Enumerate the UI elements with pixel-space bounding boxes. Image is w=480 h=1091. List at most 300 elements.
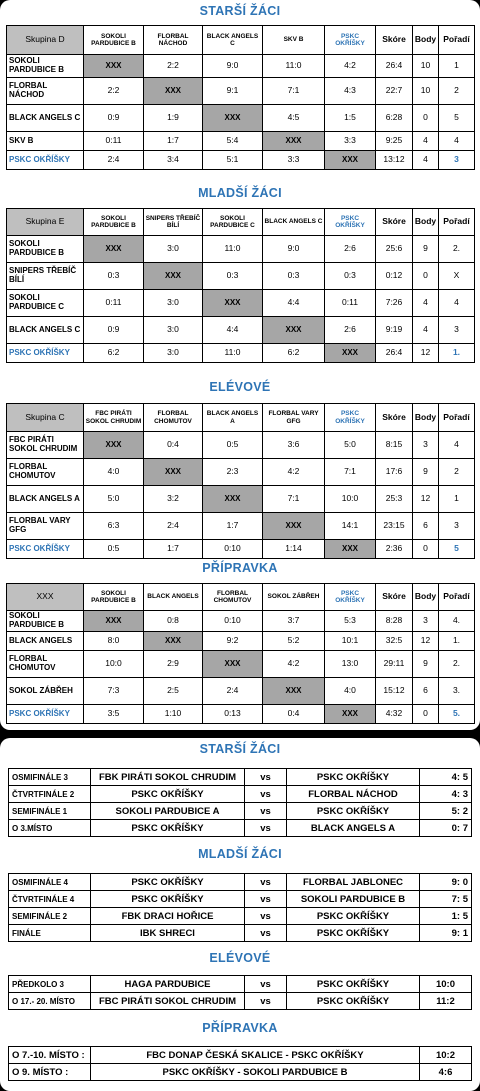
result-cell: XXX xyxy=(325,540,376,559)
points-header: Body xyxy=(413,584,439,611)
result-cell: 3:7 xyxy=(263,611,325,632)
result-cell: 10:0 xyxy=(325,486,376,513)
result-cell: XXX xyxy=(84,432,144,459)
team-name: SKV B xyxy=(7,132,84,151)
result-cell: 4:0 xyxy=(325,678,376,705)
result-cell: XXX xyxy=(203,290,263,317)
group-name: Skupina E xyxy=(7,209,84,236)
round-label: ČTVRTFINÁLE 2 xyxy=(9,786,91,803)
points-header: Body xyxy=(413,209,439,236)
table-row xyxy=(7,290,475,317)
score-cell: 25:3 xyxy=(376,486,413,513)
table-row xyxy=(9,925,472,942)
result-cell: 3:6 xyxy=(263,432,325,459)
result-cell: 7:1 xyxy=(263,486,325,513)
result-cell: 2:4 xyxy=(84,151,144,170)
result-cell: 2:9 xyxy=(144,651,203,678)
vs-label: vs xyxy=(245,820,287,837)
result-cell: 7:3 xyxy=(84,678,144,705)
column-header: SOKOL ZÁBŘEH xyxy=(263,584,325,611)
table-row xyxy=(9,908,472,925)
vs-label: vs xyxy=(245,908,287,925)
result-cell: 6:3 xyxy=(84,513,144,540)
points-cell: 4 xyxy=(413,317,439,344)
result-cell: 1:5 xyxy=(325,105,376,132)
rank-cell: 4. xyxy=(439,611,475,632)
score-cell: 8:15 xyxy=(376,432,413,459)
home-team: PSKC OKŘÍŠKY xyxy=(91,891,245,908)
round-label: FINÁLE xyxy=(9,925,91,942)
table-row xyxy=(7,151,475,170)
result-cell: XXX xyxy=(203,105,263,132)
points-cell: 0 xyxy=(413,540,439,559)
rank-cell: 1 xyxy=(439,486,475,513)
result-cell: 7:1 xyxy=(263,78,325,105)
rank-header: Pořadí xyxy=(439,209,475,236)
result-cell: 0:4 xyxy=(263,705,325,724)
rank-cell: 5 xyxy=(439,105,475,132)
score-header: Skóre xyxy=(376,26,413,55)
score-cell: 23:15 xyxy=(376,513,413,540)
result-cell: 2:5 xyxy=(144,678,203,705)
result-cell: 4:2 xyxy=(325,55,376,78)
result-cell: 4:0 xyxy=(84,459,144,486)
result-cell: 5:1 xyxy=(203,151,263,170)
result-cell: 9:1 xyxy=(203,78,263,105)
starsi-playoff-title: STARŠÍ ŽÁCI xyxy=(199,742,281,756)
match-score: 11:2 xyxy=(420,993,472,1010)
points-cell: 0 xyxy=(413,705,439,724)
rank-cell: 2 xyxy=(439,459,475,486)
table-row xyxy=(9,993,472,1010)
result-cell: 3:0 xyxy=(144,236,203,263)
table-row xyxy=(7,678,475,705)
column-header: SOKOLI PARDUBICE C xyxy=(203,209,263,236)
points-cell: 12 xyxy=(413,486,439,513)
result-cell: 5:3 xyxy=(325,611,376,632)
table-row xyxy=(7,236,475,263)
result-cell: 4:5 xyxy=(263,105,325,132)
team-name: FLORBAL CHOMUTOV xyxy=(7,651,84,678)
team-name: BLACK ANGELS xyxy=(7,632,84,651)
points-cell: 0 xyxy=(413,263,439,290)
round-label: ČTVRTFINÁLE 4 xyxy=(9,891,91,908)
column-header: FLORBAL VARY GFG xyxy=(263,404,325,432)
points-cell: 3 xyxy=(413,611,439,632)
elevove-playoff-table xyxy=(8,975,472,1010)
team-name: SOKOLI PARDUBICE B xyxy=(7,55,84,78)
team-name: PSKC OKŘÍŠKY xyxy=(7,540,84,559)
vs-label: vs xyxy=(245,786,287,803)
result-cell: 10:0 xyxy=(84,651,144,678)
away-team: PSKC OKŘÍŠKY xyxy=(287,803,420,820)
result-cell: 0:5 xyxy=(203,432,263,459)
column-header: FLORBAL CHOMUTOV xyxy=(144,404,203,432)
result-cell: 8:0 xyxy=(84,632,144,651)
result-cell: 0:9 xyxy=(84,317,144,344)
table-row xyxy=(9,820,472,837)
points-cell: 12 xyxy=(413,632,439,651)
home-team: FBK PIRÁTI SOKOL CHRUDIM xyxy=(91,769,245,786)
score-cell: 0:12 xyxy=(376,263,413,290)
result-cell: 2:6 xyxy=(325,317,376,344)
team-name: BLACK ANGELS C xyxy=(7,105,84,132)
mladsi-playoff-table xyxy=(8,873,472,942)
result-cell: 11:0 xyxy=(203,344,263,363)
result-cell: 2:4 xyxy=(144,513,203,540)
points-cell: 4 xyxy=(413,151,439,170)
points-cell: 6 xyxy=(413,513,439,540)
result-cell: XXX xyxy=(84,236,144,263)
result-cell: 1:14 xyxy=(263,540,325,559)
match-score: 4:6 xyxy=(420,1064,472,1081)
score-cell: 2:36 xyxy=(376,540,413,559)
table-row xyxy=(7,344,475,363)
vs-label: vs xyxy=(245,925,287,942)
points-cell: 9 xyxy=(413,236,439,263)
result-cell: 4:3 xyxy=(325,78,376,105)
match-score: 4: 5 xyxy=(420,769,472,786)
result-cell: 0:11 xyxy=(325,290,376,317)
result-cell: 0:4 xyxy=(144,432,203,459)
points-cell: 9 xyxy=(413,651,439,678)
score-header: Skóre xyxy=(376,404,413,432)
column-header: BLACK ANGELS C xyxy=(203,26,263,55)
match-score: 7: 5 xyxy=(420,891,472,908)
result-cell: 0:13 xyxy=(203,705,263,724)
elevove-section-title: ELÉVOVÉ xyxy=(209,380,271,394)
result-cell: 0:3 xyxy=(325,263,376,290)
result-cell: XXX xyxy=(325,151,376,170)
result-cell: 0:11 xyxy=(84,132,144,151)
group-name: XXX xyxy=(7,584,84,611)
result-cell: XXX xyxy=(263,317,325,344)
result-cell: 3:3 xyxy=(263,151,325,170)
match-score: 0: 7 xyxy=(420,820,472,837)
column-header: FLORBAL NÁCHOD xyxy=(144,26,203,55)
table-row xyxy=(7,611,475,632)
result-cell: 0:10 xyxy=(203,540,263,559)
column-header: SOKOLI PARDUBICE B xyxy=(84,26,144,55)
result-cell: 6:2 xyxy=(84,344,144,363)
result-cell: XXX xyxy=(325,344,376,363)
round-label: SEMIFINÁLE 1 xyxy=(9,803,91,820)
team-name: BLACK ANGELS A xyxy=(7,486,84,513)
result-cell: 1:7 xyxy=(144,132,203,151)
round-label: OSMIFINÁLE 3 xyxy=(9,769,91,786)
match-score: 1: 5 xyxy=(420,908,472,925)
rank-cell: 5. xyxy=(439,705,475,724)
points-cell: 9 xyxy=(413,459,439,486)
result-cell: 6:2 xyxy=(263,344,325,363)
score-cell: 26:4 xyxy=(376,344,413,363)
team-name: PSKC OKŘÍŠKY xyxy=(7,151,84,170)
points-cell: 4 xyxy=(413,132,439,151)
team-name: SOKOL ZÁBŘEH xyxy=(7,678,84,705)
team-name: FLORBAL NÁCHOD xyxy=(7,78,84,105)
points-cell: 0 xyxy=(413,105,439,132)
column-header: BLACK ANGELS xyxy=(144,584,203,611)
team-name: FBC PIRÁTI SOKOL CHRUDIM xyxy=(7,432,84,459)
away-team: SOKOLI PARDUBICE B xyxy=(287,891,420,908)
score-cell: 17:6 xyxy=(376,459,413,486)
result-cell: 3:0 xyxy=(144,317,203,344)
mladsi-playoff-title: MLADŠÍ ŽÁCI xyxy=(198,847,282,861)
rank-cell: 4 xyxy=(439,132,475,151)
round-label: PŘEDKOLO 3 xyxy=(9,976,91,993)
score-cell: 22:7 xyxy=(376,78,413,105)
result-cell: 1:7 xyxy=(144,540,203,559)
points-cell: 10 xyxy=(413,55,439,78)
vs-label: vs xyxy=(245,874,287,891)
table-row xyxy=(9,891,472,908)
rank-cell: 2. xyxy=(439,236,475,263)
table-row xyxy=(9,1064,472,1081)
result-cell: 11:0 xyxy=(263,55,325,78)
match-score: 9: 0 xyxy=(420,874,472,891)
team-name: PSKC OKŘÍŠKY xyxy=(7,705,84,724)
home-team: IBK SHRECI xyxy=(91,925,245,942)
result-cell: 1:10 xyxy=(144,705,203,724)
result-cell: 13:0 xyxy=(325,651,376,678)
column-header: PSKC OKŘÍŠKY xyxy=(325,209,376,236)
group-name: Skupina C xyxy=(7,404,84,432)
team-name: FLORBAL CHOMUTOV xyxy=(7,459,84,486)
points-cell: 3 xyxy=(413,432,439,459)
score-cell: 9:25 xyxy=(376,132,413,151)
table-row xyxy=(7,632,475,651)
result-cell: XXX xyxy=(263,132,325,151)
home-team: FBK DRACI HOŘICE xyxy=(91,908,245,925)
result-cell: XXX xyxy=(84,55,144,78)
score-cell: 32:5 xyxy=(376,632,413,651)
away-team: PSKC OKŘÍŠKY xyxy=(287,993,420,1010)
column-header: PSKC OKŘÍŠKY xyxy=(325,584,376,611)
table-row xyxy=(7,540,475,559)
result-cell: 0:3 xyxy=(84,263,144,290)
match-score: 9: 1 xyxy=(420,925,472,942)
rank-header: Pořadí xyxy=(439,404,475,432)
result-cell: 5:0 xyxy=(325,432,376,459)
result-cell: 3:3 xyxy=(325,132,376,151)
team-name: SOKOLI PARDUBICE C xyxy=(7,290,84,317)
pripravka-playoff-table xyxy=(8,1046,472,1081)
team-name: PSKC OKŘÍŠKY xyxy=(7,344,84,363)
column-header: PSKC OKŘÍŠKY xyxy=(325,404,376,432)
result-cell: XXX xyxy=(325,705,376,724)
result-cell: 0:3 xyxy=(263,263,325,290)
result-cell: 4:4 xyxy=(203,317,263,344)
vs-label: vs xyxy=(245,803,287,820)
match-score: 4: 3 xyxy=(420,786,472,803)
rank-cell: 4 xyxy=(439,290,475,317)
team-name: FLORBAL VARY GFG xyxy=(7,513,84,540)
result-cell: 3:0 xyxy=(144,290,203,317)
rank-cell: 4 xyxy=(439,432,475,459)
score-cell: 7:26 xyxy=(376,290,413,317)
points-header: Body xyxy=(413,26,439,55)
mladsi-section-title: MLADŠÍ ŽÁCI xyxy=(198,186,282,200)
starsi-section-title: STARŠÍ ŽÁCI xyxy=(199,4,281,18)
score-cell: 6:28 xyxy=(376,105,413,132)
elevove-group-table xyxy=(6,403,475,559)
result-cell: 4:2 xyxy=(263,651,325,678)
home-team: PSKC OKŘÍŠKY xyxy=(91,820,245,837)
points-cell: 4 xyxy=(413,290,439,317)
away-team: PSKC OKŘÍŠKY xyxy=(287,976,420,993)
column-header: FLORBAL CHOMUTOV xyxy=(203,584,263,611)
result-cell: 2:2 xyxy=(144,55,203,78)
round-label: SEMIFINÁLE 2 xyxy=(9,908,91,925)
playoff-results-panel xyxy=(0,738,480,1091)
rank-cell: 1 xyxy=(439,55,475,78)
rank-cell: 3 xyxy=(439,317,475,344)
result-cell: 1:7 xyxy=(203,513,263,540)
result-cell: 1:9 xyxy=(144,105,203,132)
result-cell: 9:0 xyxy=(263,236,325,263)
match-score: 10:2 xyxy=(420,1047,472,1064)
result-cell: 9:2 xyxy=(203,632,263,651)
home-team: PSKC OKŘÍŠKY xyxy=(91,874,245,891)
match-teams: FBC DONAP ČESKÁ SKALICE - PSKC OKŘÍŠKY xyxy=(91,1047,420,1064)
rank-cell: 3 xyxy=(439,513,475,540)
result-cell: XXX xyxy=(144,459,203,486)
table-row xyxy=(9,1047,472,1064)
column-header: SNIPERS TŘEBÍČ BÍLÍ xyxy=(144,209,203,236)
column-header: SOKOLI PARDUBICE B xyxy=(84,209,144,236)
round-label: O 3.MÍSTO xyxy=(9,820,91,837)
result-cell: 3:5 xyxy=(84,705,144,724)
away-team: PSKC OKŘÍŠKY xyxy=(287,908,420,925)
result-cell: 0:9 xyxy=(84,105,144,132)
pripravka-section-title: PŘÍPRAVKA xyxy=(202,561,278,575)
result-cell: 2:6 xyxy=(325,236,376,263)
score-cell: 13:12 xyxy=(376,151,413,170)
table-row xyxy=(9,874,472,891)
result-cell: 2:4 xyxy=(203,678,263,705)
table-row xyxy=(7,78,475,105)
rank-cell: 1. xyxy=(439,344,475,363)
score-header: Skóre xyxy=(376,584,413,611)
table-row xyxy=(7,132,475,151)
home-team: SOKOLI PARDUBICE A xyxy=(91,803,245,820)
rank-header: Pořadí xyxy=(439,26,475,55)
result-cell: XXX xyxy=(84,611,144,632)
result-cell: 7:1 xyxy=(325,459,376,486)
table-row xyxy=(9,786,472,803)
score-cell: 26:4 xyxy=(376,55,413,78)
result-cell: XXX xyxy=(263,513,325,540)
result-cell: XXX xyxy=(263,678,325,705)
result-cell: 2:2 xyxy=(84,78,144,105)
result-cell: 5:4 xyxy=(203,132,263,151)
round-label: OSMIFINÁLE 4 xyxy=(9,874,91,891)
elevove-playoff-title: ELÉVOVÉ xyxy=(209,951,271,965)
points-header: Body xyxy=(413,404,439,432)
vs-label: vs xyxy=(245,891,287,908)
table-row xyxy=(9,803,472,820)
rank-header: Pořadí xyxy=(439,584,475,611)
table-row xyxy=(7,705,475,724)
result-cell: 0:3 xyxy=(203,263,263,290)
placement-label: O 9. MÍSTO : xyxy=(9,1064,91,1081)
starsi-group-table xyxy=(6,25,475,170)
round-label: O 17.- 20. MÍSTO xyxy=(9,993,91,1010)
result-cell: 0:10 xyxy=(203,611,263,632)
score-cell: 4:32 xyxy=(376,705,413,724)
away-team: FLORBAL NÁCHOD xyxy=(287,786,420,803)
table-row xyxy=(7,55,475,78)
points-cell: 6 xyxy=(413,678,439,705)
column-header: BLACK ANGELS A xyxy=(203,404,263,432)
result-cell: 5:2 xyxy=(263,632,325,651)
vs-label: vs xyxy=(245,993,287,1010)
result-cell: XXX xyxy=(144,263,203,290)
away-team: BLACK ANGELS A xyxy=(287,820,420,837)
score-cell: 25:6 xyxy=(376,236,413,263)
result-cell: 14:1 xyxy=(325,513,376,540)
table-row xyxy=(7,651,475,678)
result-cell: XXX xyxy=(144,78,203,105)
table-row xyxy=(7,432,475,459)
score-cell: 9:19 xyxy=(376,317,413,344)
home-team: PSKC OKŘÍŠKY xyxy=(91,786,245,803)
result-cell: XXX xyxy=(144,632,203,651)
result-cell: 5:0 xyxy=(84,486,144,513)
result-cell: 0:8 xyxy=(144,611,203,632)
column-header: BLACK ANGELS C xyxy=(263,209,325,236)
away-team: PSKC OKŘÍŠKY xyxy=(287,769,420,786)
result-cell: XXX xyxy=(203,651,263,678)
score-header: Skóre xyxy=(376,209,413,236)
rank-cell: 2. xyxy=(439,651,475,678)
match-score: 10:0 xyxy=(420,976,472,993)
table-row xyxy=(7,459,475,486)
vs-label: vs xyxy=(245,976,287,993)
points-cell: 12 xyxy=(413,344,439,363)
group-name: Skupina D xyxy=(7,26,84,55)
result-cell: 3:4 xyxy=(144,151,203,170)
team-name: SNIPERS TŘEBÍČ BÍLÍ xyxy=(7,263,84,290)
table-row xyxy=(7,105,475,132)
rank-cell: 2 xyxy=(439,78,475,105)
pripravka-playoff-title: PŘÍPRAVKA xyxy=(202,1021,278,1035)
column-header: PSKC OKŘÍŠKY xyxy=(325,26,376,55)
result-cell: 9:0 xyxy=(203,55,263,78)
table-row xyxy=(7,486,475,513)
starsi-playoff-table xyxy=(8,768,472,837)
result-cell: 3:2 xyxy=(144,486,203,513)
points-cell: 10 xyxy=(413,78,439,105)
table-row xyxy=(7,513,475,540)
column-header: SKV B xyxy=(263,26,325,55)
table-row xyxy=(9,976,472,993)
result-cell: 4:2 xyxy=(263,459,325,486)
mladsi-group-table xyxy=(6,208,475,363)
score-cell: 29:11 xyxy=(376,651,413,678)
column-header: SOKOLI PARDUBICE B xyxy=(84,584,144,611)
rank-cell: 5 xyxy=(439,540,475,559)
table-row xyxy=(7,263,475,290)
table-row xyxy=(9,769,472,786)
result-cell: 11:0 xyxy=(203,236,263,263)
home-team: FBC PIRÁTI SOKOL CHRUDIM xyxy=(91,993,245,1010)
result-cell: XXX xyxy=(203,486,263,513)
pripravka-group-table xyxy=(6,583,475,724)
away-team: FLORBAL JABLONEC xyxy=(287,874,420,891)
placement-label: O 7.-10. MÍSTO : xyxy=(9,1047,91,1064)
result-cell: 0:5 xyxy=(84,540,144,559)
